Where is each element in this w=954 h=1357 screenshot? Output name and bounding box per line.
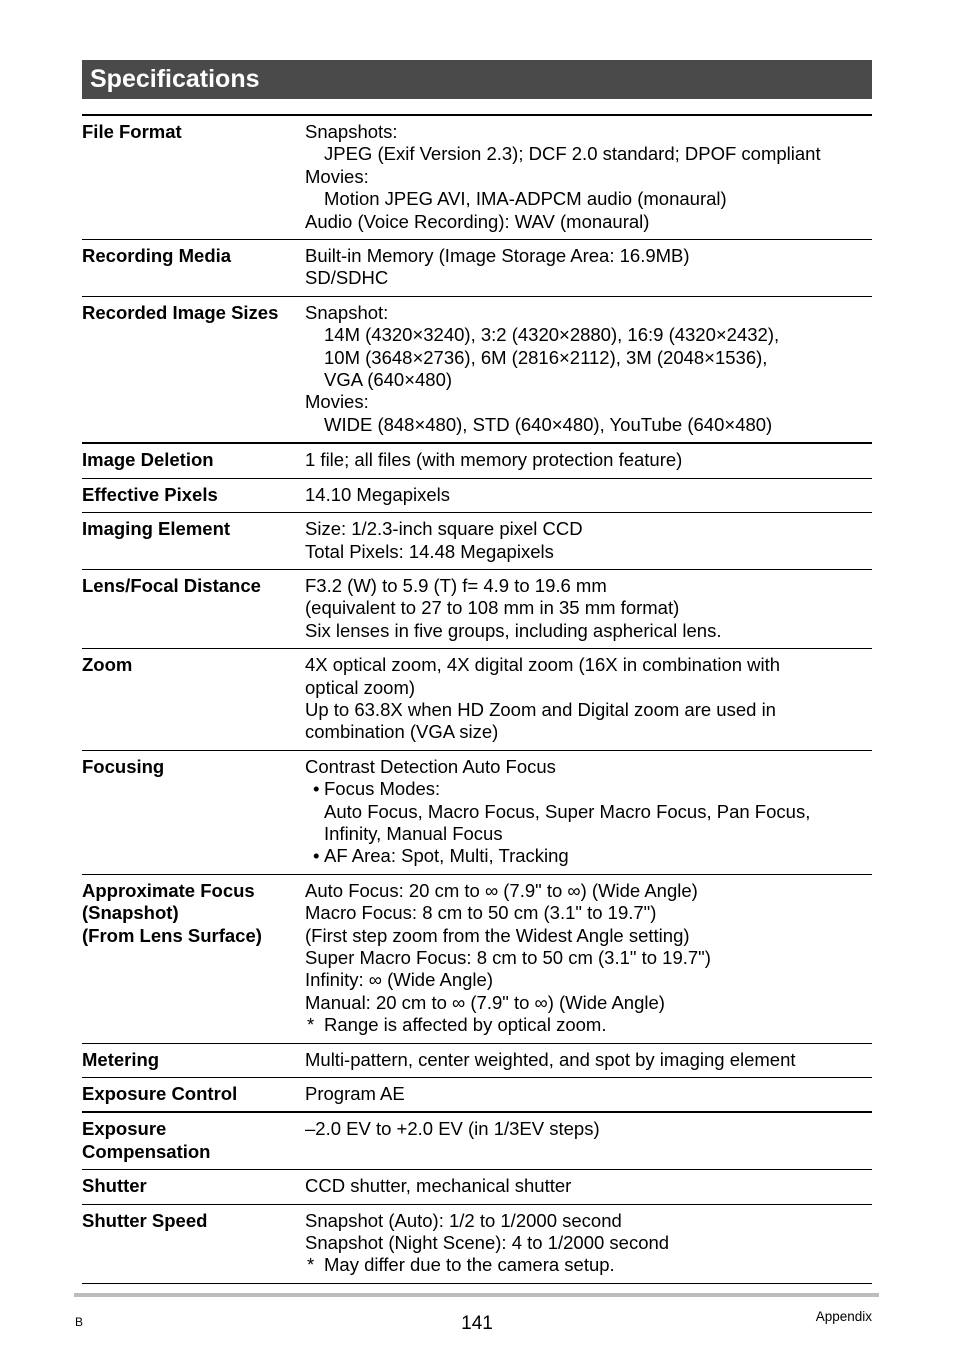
spec-value-line: Super Macro Focus: 8 cm to 50 cm (3.1" to 19.7") bbox=[305, 947, 711, 968]
spec-value bbox=[305, 1175, 872, 1197]
page-number: 141 bbox=[461, 1313, 493, 1334]
spec-label-line: Exposure bbox=[82, 1118, 167, 1140]
spec-value bbox=[305, 121, 872, 233]
spec-row bbox=[82, 479, 872, 513]
spec-label-line: File Format bbox=[82, 121, 182, 142]
spec-row bbox=[82, 240, 872, 297]
spec-value bbox=[305, 484, 872, 506]
spec-row bbox=[82, 1170, 872, 1204]
spec-value-line: Snapshot (Night Scene): 4 to 1/2000 second bbox=[305, 1232, 670, 1254]
spec-value-line: Movies: bbox=[305, 165, 369, 187]
spec-label bbox=[82, 245, 305, 290]
spec-value bbox=[305, 302, 872, 436]
spec-label bbox=[82, 484, 305, 506]
spec-value bbox=[305, 756, 872, 868]
spec-label bbox=[82, 880, 305, 1037]
spec-label-line: (From Lens Surface) bbox=[82, 924, 262, 946]
spec-value-line: SD/SDHC bbox=[305, 267, 389, 289]
spec-label-line: Shutter Speed bbox=[82, 1209, 208, 1231]
spec-value-line: Built-in Memory (Image Storage Area: 16.9MB) bbox=[305, 245, 690, 267]
spec-value-line: Infinity, Manual Focus bbox=[324, 822, 503, 844]
spec-value-line: optical zoom) bbox=[305, 676, 416, 698]
footer-language-code: B bbox=[75, 1315, 84, 1329]
spec-row bbox=[82, 116, 872, 240]
spec-value-line: combination (VGA size) bbox=[305, 721, 499, 743]
spec-value-line: Total Pixels: 14.48 Megapixels bbox=[305, 540, 554, 562]
spec-label bbox=[82, 1175, 305, 1197]
spec-row bbox=[82, 1078, 872, 1113]
spec-label bbox=[82, 121, 305, 233]
spec-label-line: (Snapshot) bbox=[82, 902, 179, 924]
spec-note: * May differ due to the camera setup. bbox=[305, 1254, 872, 1276]
spec-label-line: Shutter bbox=[82, 1175, 147, 1197]
footer-section-name: Appendix bbox=[815, 1309, 872, 1324]
spec-row bbox=[82, 1113, 872, 1170]
spec-value-line: Size: 1/2.3-inch square pixel CCD bbox=[305, 518, 583, 540]
spec-value-line: –2.0 EV to +2.0 EV (in 1/3EV steps) bbox=[305, 1118, 600, 1140]
spec-label-line: Effective Pixels bbox=[82, 483, 218, 505]
page-title: Specifications bbox=[90, 65, 260, 93]
spec-row bbox=[82, 513, 872, 570]
spec-row bbox=[82, 649, 872, 751]
spec-value bbox=[305, 245, 872, 290]
spec-value bbox=[305, 449, 872, 471]
spec-value-line: Movies: bbox=[305, 391, 369, 413]
spec-value-line: Snapshot: bbox=[305, 301, 389, 323]
spec-value-line: VGA (640×480) bbox=[324, 369, 453, 391]
spec-row bbox=[82, 444, 872, 478]
spec-value-line: Auto Focus: 20 cm to ∞ (7.9" to ∞) (Wide Angle) bbox=[305, 879, 698, 901]
spec-value-line: Contrast Detection Auto Focus bbox=[305, 755, 556, 777]
spec-label-line: Metering bbox=[82, 1048, 160, 1070]
spec-value-line: 14.10 Megapixels bbox=[305, 483, 451, 505]
spec-value-line: WIDE (848×480), STD (640×480), YouTube (640×480) bbox=[324, 413, 773, 435]
spec-value-line: Infinity: ∞ (Wide Angle) bbox=[305, 969, 493, 991]
spec-value-line: CCD shutter, mechanical shutter bbox=[305, 1175, 572, 1197]
spec-label-line: Imaging Element bbox=[82, 518, 231, 540]
spec-label bbox=[82, 449, 305, 471]
spec-label-line: Exposure Control bbox=[82, 1083, 238, 1105]
spec-value-line: Snapshots: bbox=[305, 121, 398, 142]
spec-label-line: Lens/Focal Distance bbox=[82, 574, 261, 596]
spec-label-line: Compensation bbox=[82, 1140, 211, 1162]
spec-value-line: Auto Focus, Macro Focus, Super Macro Focus, Pan Focus, bbox=[324, 800, 811, 822]
spec-label bbox=[82, 1049, 305, 1071]
spec-row bbox=[82, 1205, 872, 1284]
spec-value-line: Multi-pattern, center weighted, and spot by imaging element bbox=[305, 1048, 796, 1070]
spec-value bbox=[305, 1083, 872, 1105]
spec-value-line: Program AE bbox=[305, 1083, 405, 1105]
spec-label-line: Image Deletion bbox=[82, 449, 214, 471]
footer-divider bbox=[74, 1293, 879, 1297]
spec-row bbox=[82, 875, 872, 1044]
spec-bullet-item: • AF Area: Spot, Multi, Tracking bbox=[305, 845, 872, 867]
spec-label bbox=[82, 302, 305, 436]
spec-value bbox=[305, 1210, 872, 1277]
spec-value-line: Manual: 20 cm to ∞ (7.9" to ∞) (Wide Angle) bbox=[305, 991, 665, 1013]
section-title-bar bbox=[82, 60, 872, 99]
spec-value-line: Motion JPEG AVI, IMA-ADPCM audio (monaural) bbox=[324, 188, 727, 210]
spec-value bbox=[305, 1049, 872, 1071]
spec-note: * Range is affected by optical zoom. bbox=[305, 1014, 872, 1036]
spec-value-line: JPEG (Exif Version 2.3); DCF 2.0 standard; DPOF compliant bbox=[324, 143, 821, 165]
spec-value bbox=[305, 575, 872, 642]
spec-label bbox=[82, 575, 305, 642]
spec-label-line: Recording Media bbox=[82, 245, 232, 267]
spec-label-line: Focusing bbox=[82, 755, 165, 777]
spec-value-line: Audio (Voice Recording): WAV (monaural) bbox=[305, 210, 650, 232]
spec-row bbox=[82, 297, 872, 444]
spec-value bbox=[305, 880, 872, 1037]
spec-value-line: (equivalent to 27 to 108 mm in 35 mm format) bbox=[305, 597, 680, 619]
spec-value bbox=[305, 518, 872, 563]
spec-value bbox=[305, 1118, 872, 1163]
spec-value-line: 14M (4320×3240), 3:2 (4320×2880), 16:9 (4320×2432), bbox=[324, 324, 780, 346]
spec-row bbox=[82, 751, 872, 875]
spec-value-line: Snapshot (Auto): 1/2 to 1/2000 second bbox=[305, 1209, 622, 1231]
spec-value-line: (First step zoom from the Widest Angle setting) bbox=[305, 924, 690, 946]
spec-label-line: Zoom bbox=[82, 654, 133, 676]
spec-row bbox=[82, 570, 872, 649]
spec-bullet-item: • Focus Modes: bbox=[305, 778, 872, 800]
spec-value-line: Macro Focus: 8 cm to 50 cm (3.1" to 19.7") bbox=[305, 902, 657, 924]
spec-table bbox=[82, 114, 872, 1284]
spec-label bbox=[82, 1083, 305, 1105]
spec-value-line: 4X optical zoom, 4X digital zoom (16X in combination with bbox=[305, 654, 781, 676]
spec-value-line: F3.2 (W) to 5.9 (T) f= 4.9 to 19.6 mm bbox=[305, 574, 607, 596]
spec-value bbox=[305, 654, 872, 744]
spec-label bbox=[82, 654, 305, 744]
spec-label-line: Approximate Focus bbox=[82, 879, 255, 901]
spec-value-line: 1 file; all files (with memory protection feature) bbox=[305, 449, 683, 471]
spec-label bbox=[82, 518, 305, 563]
spec-label bbox=[82, 1210, 305, 1277]
spec-value-line: Up to 63.8X when HD Zoom and Digital zoom are used in bbox=[305, 698, 776, 720]
spec-label bbox=[82, 1118, 305, 1163]
spec-label-line: Recorded Image Sizes bbox=[82, 301, 279, 323]
spec-label bbox=[82, 756, 305, 868]
spec-row bbox=[82, 1044, 872, 1078]
spec-value-line: 10M (3648×2736), 6M (2816×2112), 3M (2048×1536), bbox=[324, 346, 768, 368]
spec-value-line: Six lenses in five groups, including aspherical lens. bbox=[305, 619, 722, 641]
